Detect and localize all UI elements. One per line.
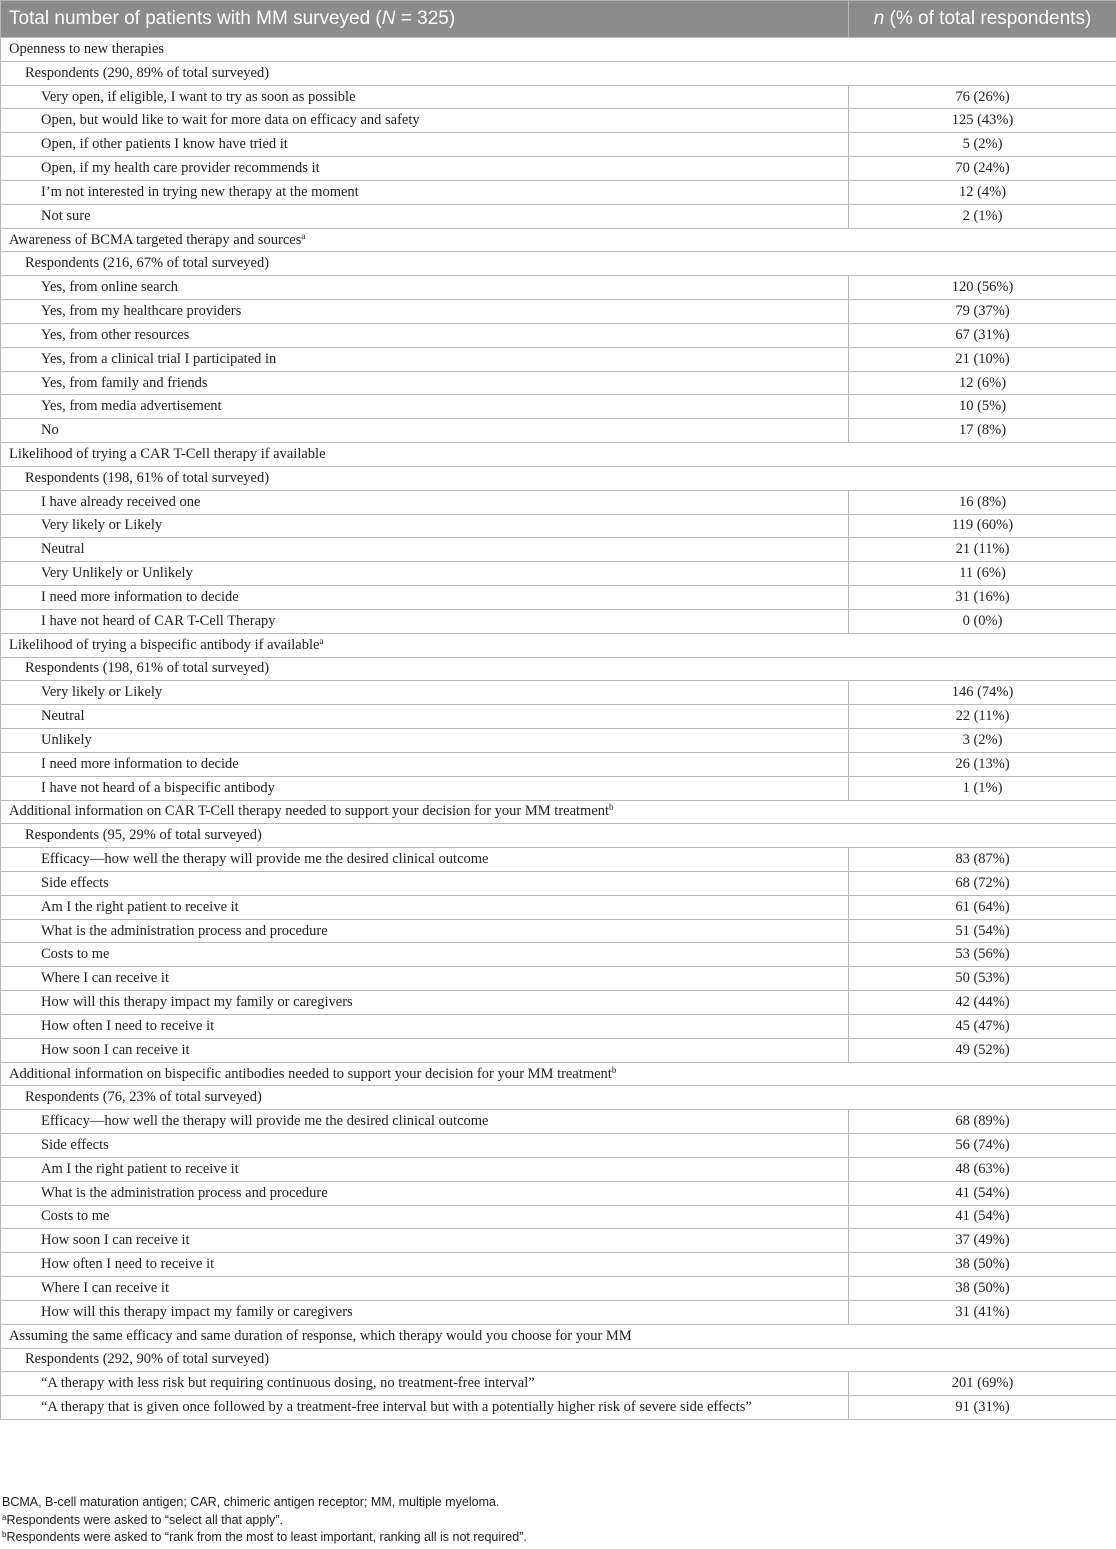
respondents-label <box>1 657 1116 681</box>
row-value: 125 (43%) <box>849 109 1116 133</box>
table-row <box>1 1181 1116 1205</box>
footnote-marker: b <box>611 1064 617 1075</box>
table-row <box>1 1396 1116 1420</box>
row-value: 12 (6%) <box>849 371 1116 395</box>
table-row <box>1 991 1116 1015</box>
row-label: No <box>1 419 849 443</box>
table-row <box>1 204 1116 228</box>
row-value: 119 (60%) <box>849 514 1116 538</box>
row-value: 41 (54%) <box>849 1181 1116 1205</box>
row-value: 83 (87%) <box>849 848 1116 872</box>
row-value: 45 (47%) <box>849 1014 1116 1038</box>
table-row <box>1 919 1116 943</box>
row-value: 51 (54%) <box>849 919 1116 943</box>
row-value: 17 (8%) <box>849 419 1116 443</box>
table-row <box>1 1134 1116 1158</box>
row-text: Respondents (76, 23% of total surveyed) <box>25 1089 262 1106</box>
row-value: 67 (31%) <box>849 323 1116 347</box>
row-label: Efficacy—how well the therapy will provide me the desired clinical outcome <box>1 1110 849 1134</box>
footnote-marker: b <box>609 802 614 813</box>
row-label: I have not heard of a bispecific antibody <box>1 776 849 800</box>
respondents-row <box>1 252 1116 276</box>
table-row <box>1 276 1116 300</box>
respondents-row <box>1 61 1116 85</box>
row-text: Respondents (198, 61% of total surveyed) <box>25 469 270 486</box>
row-label: How soon I can receive it <box>1 1229 849 1253</box>
row-label: How will this therapy impact my family or caregivers <box>1 1300 849 1324</box>
respondents-row <box>1 657 1116 681</box>
respondents-label <box>1 1086 1116 1110</box>
row-label: Unlikely <box>1 729 849 753</box>
respondents-label <box>1 466 1116 490</box>
row-value: 21 (10%) <box>849 347 1116 371</box>
row-label: Yes, from online search <box>1 276 849 300</box>
table-row <box>1 1372 1116 1396</box>
table-row <box>1 967 1116 991</box>
row-value: 53 (56%) <box>849 943 1116 967</box>
row-label: I need more information to decide <box>1 752 849 776</box>
header-col-count <box>849 1 1116 38</box>
table-row <box>1 347 1116 371</box>
section-title <box>1 443 1116 467</box>
table-row <box>1 395 1116 419</box>
row-label: Neutral <box>1 705 849 729</box>
section-header-row <box>1 800 1116 824</box>
respondents-label <box>1 61 1116 85</box>
footnote-line <box>0 1512 1116 1530</box>
row-value: 31 (16%) <box>849 586 1116 610</box>
table-row <box>1 752 1116 776</box>
row-value: 42 (44%) <box>849 991 1116 1015</box>
respondents-label <box>1 824 1116 848</box>
row-label: Very likely or Likely <box>1 514 849 538</box>
row-label: Side effects <box>1 1134 849 1158</box>
row-value: 31 (41%) <box>849 1300 1116 1324</box>
table-row <box>1 1253 1116 1277</box>
row-value: 12 (4%) <box>849 180 1116 204</box>
table-row <box>1 895 1116 919</box>
section-title <box>1 1324 1116 1348</box>
row-value: 22 (11%) <box>849 705 1116 729</box>
table-row <box>1 1300 1116 1324</box>
row-text: Respondents (198, 61% of total surveyed) <box>25 660 270 677</box>
table-row <box>1 609 1116 633</box>
row-text: Likelihood of trying a bispecific antibody if available <box>9 636 320 653</box>
row-value: 49 (52%) <box>849 1038 1116 1062</box>
table-row <box>1 323 1116 347</box>
row-text: Respondents (95, 29% of total surveyed) <box>25 827 262 844</box>
section-header-row <box>1 1324 1116 1348</box>
footnote-marker: a <box>319 635 324 646</box>
respondents-row <box>1 1086 1116 1110</box>
row-value: 120 (56%) <box>849 276 1116 300</box>
table-row <box>1 514 1116 538</box>
row-value: 146 (74%) <box>849 681 1116 705</box>
header-row <box>1 1 1116 38</box>
row-value: 76 (26%) <box>849 85 1116 109</box>
row-value: 48 (63%) <box>849 1157 1116 1181</box>
table-row <box>1 562 1116 586</box>
table-row <box>1 1229 1116 1253</box>
row-value: 68 (72%) <box>849 871 1116 895</box>
table-row <box>1 1277 1116 1301</box>
row-text: Likelihood of trying a CAR T-Cell therapy if available <box>9 445 326 462</box>
table-row <box>1 85 1116 109</box>
header-col1-n: N <box>381 8 396 29</box>
footnote-marker: b <box>2 1530 7 1539</box>
row-label: How soon I can receive it <box>1 1038 849 1062</box>
table-row <box>1 848 1116 872</box>
row-label: Costs to me <box>1 1205 849 1229</box>
row-label: Yes, from other resources <box>1 323 849 347</box>
row-label: Open, if my health care provider recommends it <box>1 157 849 181</box>
row-text: Awareness of BCMA targeted therapy and sources <box>9 231 302 248</box>
row-value: 50 (53%) <box>849 967 1116 991</box>
row-text: Respondents (292, 90% of total surveyed) <box>25 1351 270 1368</box>
table-row <box>1 419 1116 443</box>
table-body <box>1 38 1116 1420</box>
row-value: 21 (11%) <box>849 538 1116 562</box>
table-row <box>1 180 1116 204</box>
header-col1-post: = 325) <box>395 8 456 29</box>
row-value: 5 (2%) <box>849 133 1116 157</box>
table-row <box>1 371 1116 395</box>
section-header-row <box>1 228 1116 252</box>
section-title <box>1 228 1116 252</box>
row-value: 38 (50%) <box>849 1277 1116 1301</box>
row-label: “A therapy that is given once followed by a treatment-free interval but with a potentially higher risk of severe side effects” <box>1 1396 849 1420</box>
row-value: 70 (24%) <box>849 157 1116 181</box>
row-label: Am I the right patient to receive it <box>1 1157 849 1181</box>
row-label: Very likely or Likely <box>1 681 849 705</box>
respondents-row <box>1 1348 1116 1372</box>
table-row <box>1 538 1116 562</box>
footnote-marker: a <box>2 1512 7 1522</box>
row-text: Respondents (216, 67% of total surveyed) <box>25 255 270 272</box>
row-label: Side effects <box>1 871 849 895</box>
footnote-text: BCMA, B-cell maturation antigen; CAR, chimeric antigen receptor; MM, multiple myeloma. <box>2 1495 500 1509</box>
respondents-row <box>1 824 1116 848</box>
row-value: 91 (31%) <box>849 1396 1116 1420</box>
row-label: Yes, from my healthcare providers <box>1 300 849 324</box>
row-label: Where I can receive it <box>1 967 849 991</box>
row-value: 2 (1%) <box>849 204 1116 228</box>
row-text: Respondents (290, 89% of total surveyed) <box>25 64 270 81</box>
footnote-text: Respondents were asked to “select all that apply”. <box>6 1512 283 1527</box>
row-text: Assuming the same efficacy and same duration of response, which therapy would you choose for your MM <box>9 1327 632 1344</box>
row-label: I have not heard of CAR T-Cell Therapy <box>1 609 849 633</box>
row-label: Open, if other patients I know have tried it <box>1 133 849 157</box>
respondents-row <box>1 466 1116 490</box>
row-label: How often I need to receive it <box>1 1014 849 1038</box>
section-header-row <box>1 38 1116 62</box>
table-row <box>1 490 1116 514</box>
row-text: Additional information on bispecific antibodies needed to support your decision for your MM treatment <box>9 1065 612 1082</box>
row-label: Neutral <box>1 538 849 562</box>
row-value: 0 (0%) <box>849 609 1116 633</box>
section-header-row <box>1 633 1116 657</box>
footnote-text: Respondents were asked to “rank from the most to least important, ranking all is not required”. <box>6 1530 527 1544</box>
row-label: I have already received one <box>1 490 849 514</box>
row-label: Very Unlikely or Unlikely <box>1 562 849 586</box>
row-label: How will this therapy impact my family or caregivers <box>1 991 849 1015</box>
row-label: I need more information to decide <box>1 586 849 610</box>
row-value: 201 (69%) <box>849 1372 1116 1396</box>
table-row <box>1 871 1116 895</box>
row-value: 3 (2%) <box>849 729 1116 753</box>
row-value: 11 (6%) <box>849 562 1116 586</box>
row-text: Openness to new therapies <box>9 40 165 57</box>
table-row <box>1 776 1116 800</box>
footnote-line <box>0 1494 1116 1512</box>
table-row <box>1 133 1116 157</box>
section-title <box>1 800 1116 824</box>
row-label: Where I can receive it <box>1 1277 849 1301</box>
table-row <box>1 109 1116 133</box>
row-value: 38 (50%) <box>849 1253 1116 1277</box>
table-row <box>1 705 1116 729</box>
row-value: 16 (8%) <box>849 490 1116 514</box>
row-text: Additional information on CAR T-Cell therapy needed to support your decision for your MM treatment <box>9 803 610 820</box>
table-row <box>1 1157 1116 1181</box>
row-value: 79 (37%) <box>849 300 1116 324</box>
table-row <box>1 1038 1116 1062</box>
row-value: 1 (1%) <box>849 776 1116 800</box>
header-col2-n: n <box>873 8 885 29</box>
row-label: I’m not interested in trying new therapy at the moment <box>1 180 849 204</box>
section-header-row <box>1 443 1116 467</box>
row-value: 41 (54%) <box>849 1205 1116 1229</box>
section-title <box>1 38 1116 62</box>
section-title <box>1 633 1116 657</box>
footnote-line <box>0 1529 1116 1547</box>
table-row <box>1 586 1116 610</box>
row-label: “A therapy with less risk but requiring continuous dosing, no treatment-free interval” <box>1 1372 849 1396</box>
row-label: Open, but would like to wait for more data on efficacy and safety <box>1 109 849 133</box>
row-value: 61 (64%) <box>849 895 1116 919</box>
section-header-row <box>1 1062 1116 1086</box>
row-label: What is the administration process and procedure <box>1 919 849 943</box>
row-label: How often I need to receive it <box>1 1253 849 1277</box>
row-label: Yes, from media advertisement <box>1 395 849 419</box>
row-value: 68 (89%) <box>849 1110 1116 1134</box>
table-row <box>1 681 1116 705</box>
header-col-question <box>1 1 849 38</box>
table-row <box>1 1205 1116 1229</box>
header-col2-post: (% of total respondents) <box>884 8 1092 29</box>
footnote-marker: a <box>301 230 306 241</box>
row-label: Yes, from family and friends <box>1 371 849 395</box>
row-label: Am I the right patient to receive it <box>1 895 849 919</box>
section-title <box>1 1062 1116 1086</box>
header-col1-pre: Total number of patients with MM surveyed ( <box>9 8 382 29</box>
footnotes <box>0 1494 1116 1547</box>
row-label: What is the administration process and procedure <box>1 1181 849 1205</box>
row-value: 56 (74%) <box>849 1134 1116 1158</box>
row-value: 10 (5%) <box>849 395 1116 419</box>
row-label: Yes, from a clinical trial I participated in <box>1 347 849 371</box>
respondents-label <box>1 252 1116 276</box>
row-label: Costs to me <box>1 943 849 967</box>
table-row <box>1 300 1116 324</box>
row-label: Not sure <box>1 204 849 228</box>
row-value: 26 (13%) <box>849 752 1116 776</box>
row-label: Efficacy—how well the therapy will provide me the desired clinical outcome <box>1 848 849 872</box>
table-row <box>1 943 1116 967</box>
row-label: Very open, if eligible, I want to try as soon as possible <box>1 85 849 109</box>
respondents-label <box>1 1348 1116 1372</box>
table-row <box>1 1014 1116 1038</box>
table-row <box>1 1110 1116 1134</box>
table-row <box>1 157 1116 181</box>
table-row <box>1 729 1116 753</box>
row-value: 37 (49%) <box>849 1229 1116 1253</box>
